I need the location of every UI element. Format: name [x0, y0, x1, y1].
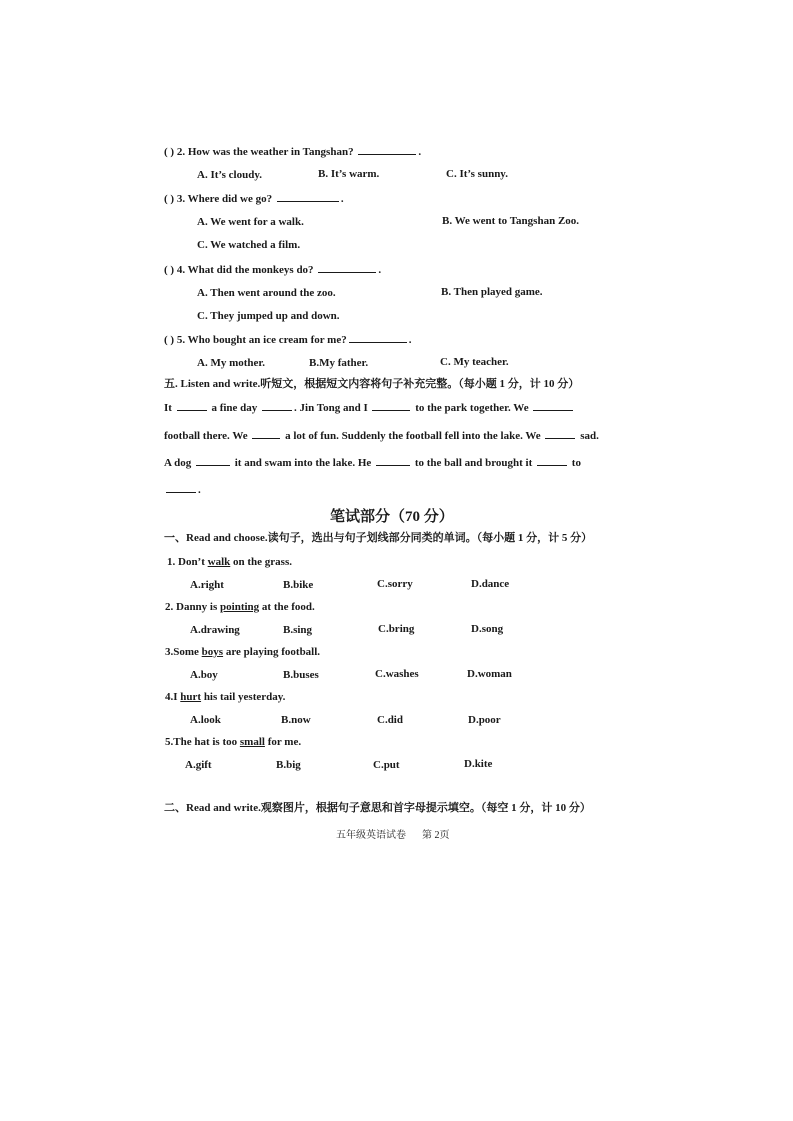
- underlined-word: small: [239, 736, 265, 748]
- section5-heading: 五. Listen and write.听短文，根据短文内容将句子补充完整。（每小题 1 分，计 10 分）: [164, 378, 580, 390]
- answer-paren[interactable]: ( ): [164, 334, 175, 346]
- question-text: Who bought an ice cream for me?: [187, 334, 347, 346]
- option-b[interactable]: B. We went to Tangshan Zoo.: [442, 215, 580, 227]
- option-a[interactable]: A. My mother.: [197, 357, 266, 369]
- option-a[interactable]: A. Then went around the zoo.: [197, 287, 336, 299]
- option-a[interactable]: A.right: [190, 579, 224, 591]
- choose-item-4: 4.I hurt his tail yesterday.: [165, 691, 286, 703]
- passage-line-3: A dog it and swam into the lake. He to the ball and brought it to: [164, 457, 581, 469]
- passage-line-4: .: [164, 482, 201, 497]
- answer-paren[interactable]: ( ): [164, 264, 175, 276]
- underlined-word: hurt: [180, 691, 202, 703]
- question-number: 3.: [176, 193, 186, 205]
- question-text: How was the weather in Tangshan?: [187, 146, 354, 158]
- option-a[interactable]: A.boy: [190, 669, 218, 681]
- option-b[interactable]: B.sing: [283, 624, 313, 636]
- option-c[interactable]: C. They jumped up and down.: [197, 310, 340, 322]
- option-c[interactable]: C. It’s sunny.: [446, 168, 508, 180]
- passage-blank[interactable]: [372, 400, 410, 411]
- option-c[interactable]: C.sorry: [377, 578, 413, 590]
- choose-item-2: 2. Danny is pointing at the food.: [165, 601, 315, 613]
- question-number: 5.: [176, 334, 186, 346]
- passage-blank[interactable]: [537, 455, 567, 466]
- answer-paren[interactable]: ( ): [164, 193, 175, 205]
- underlined-word: walk: [207, 556, 231, 568]
- passage-line-1: It a fine day . Jin Tong and I to the park together. We: [164, 400, 575, 415]
- option-d[interactable]: D.dance: [471, 578, 510, 590]
- part2-heading: 二、Read and write.观察图片，根据句子意思和首字母提示填空。（每空 1 分，计 10 分）: [164, 802, 591, 814]
- passage-blank[interactable]: [262, 400, 292, 411]
- choose-item-1: 1. Don’t walk on the grass.: [167, 556, 292, 568]
- part1-heading: 一、Read and choose.读句子，选出与句子划线部分同类的单词。（每小题 1 分，计 5 分）: [164, 532, 593, 544]
- passage-blank[interactable]: [533, 400, 573, 411]
- passage-blank[interactable]: [196, 455, 230, 466]
- option-c[interactable]: C. We watched a film.: [197, 239, 301, 251]
- option-d[interactable]: D.poor: [468, 714, 501, 726]
- option-c[interactable]: C.did: [377, 714, 403, 726]
- passage-blank[interactable]: [166, 482, 196, 493]
- passage-blank[interactable]: [177, 400, 207, 411]
- passage-blank[interactable]: [376, 455, 410, 466]
- option-d[interactable]: D.song: [471, 623, 504, 635]
- passage-blank[interactable]: [252, 428, 280, 439]
- written-section-title: 笔试部分（70 分）: [330, 509, 454, 525]
- option-a[interactable]: A. It’s cloudy.: [197, 169, 262, 181]
- option-b[interactable]: B.now: [281, 714, 311, 726]
- choose-item-5: 5.The hat is too small for me.: [165, 736, 302, 748]
- passage-blank[interactable]: [545, 428, 575, 439]
- option-b[interactable]: B. Then played game.: [441, 286, 543, 298]
- option-d[interactable]: D.kite: [464, 758, 493, 770]
- page-number: 第 2页: [422, 830, 450, 841]
- underlined-word: pointing: [220, 601, 260, 613]
- option-b[interactable]: B.big: [276, 759, 301, 771]
- question-number: 2.: [176, 146, 186, 158]
- question-text: Where did we go?: [187, 193, 273, 205]
- option-c[interactable]: C.put: [373, 759, 400, 771]
- answer-blank[interactable]: [349, 332, 407, 343]
- option-a[interactable]: A.gift: [185, 759, 212, 771]
- option-c[interactable]: C. My teacher.: [440, 356, 509, 368]
- footer-title: 五年级英语试卷: [336, 830, 406, 841]
- answer-blank[interactable]: [318, 262, 376, 273]
- option-b[interactable]: B.bike: [283, 579, 314, 591]
- choose-item-3: 3.Some boys are playing football.: [165, 646, 321, 658]
- question-text: What did the monkeys do?: [187, 264, 314, 276]
- option-a[interactable]: A.drawing: [190, 624, 240, 636]
- option-c[interactable]: C.bring: [378, 623, 415, 635]
- question-number: 4.: [176, 264, 186, 276]
- underlined-word: boys: [201, 646, 224, 658]
- answer-blank[interactable]: [358, 144, 416, 155]
- passage-line-2: football there. We a lot of fun. Suddenly the football fell into the lake. We sad.: [164, 430, 599, 442]
- option-c[interactable]: C.washes: [375, 668, 419, 680]
- option-d[interactable]: D.woman: [467, 668, 512, 680]
- option-b[interactable]: B. It’s warm.: [318, 168, 380, 180]
- option-b[interactable]: B.buses: [283, 669, 319, 681]
- answer-blank[interactable]: [277, 191, 339, 202]
- option-a[interactable]: A.look: [190, 714, 221, 726]
- answer-paren[interactable]: ( ): [164, 146, 175, 158]
- option-a[interactable]: A. We went for a walk.: [197, 216, 304, 228]
- option-b[interactable]: B.My father.: [309, 357, 369, 369]
